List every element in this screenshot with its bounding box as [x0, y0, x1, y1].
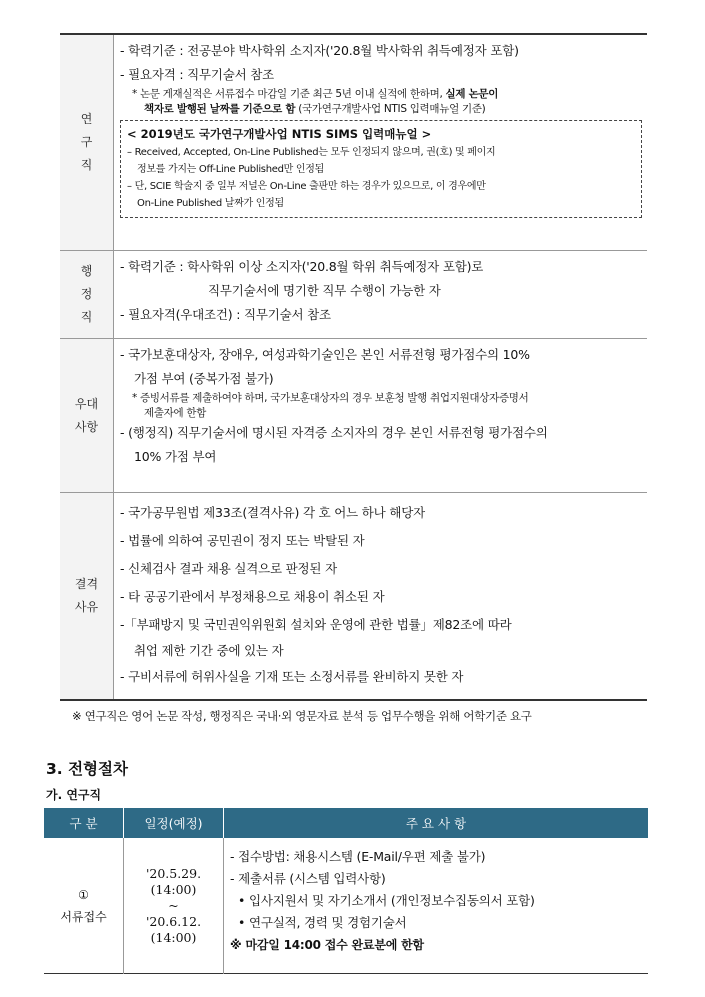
stage-number: ① — [78, 888, 89, 902]
row-admin — [60, 251, 647, 339]
requirements-table — [60, 33, 647, 701]
research-qualification: - 필요자격 : 직무기술서 참조 — [120, 67, 275, 82]
header-schedule: 일정(예정) — [124, 808, 224, 838]
row-body-disqualification: - 국가공무원법 제33조(결격사유) 각 호 어느 하나 해당자 - 법률에 의하여 공민권이 정지 또는 박탈된 자 - 신체검사 결과 채용 실격으로 판정된 자 - 타 공공기관에서 부정채용으로 채용이 취소된 자 -「부패방지 및 국민권익위원회 설치와 운영에 관한 법률」제82조에 따라 취업 제한 기간 중에 있는 자 - 구비서류에 허위사실을 기재 또는 소정서류를 완비하지 못한 자 — [120, 505, 512, 684]
row-preference — [60, 339, 647, 493]
procedure-table — [44, 808, 648, 974]
row-research — [60, 35, 647, 251]
language-requirement-footnote: ※ 연구직은 영어 논문 작성, 행정직은 국내·외 영문자료 분석 등 업무수행을 위해 어학기준 요구 — [72, 709, 532, 723]
research-paper-note: * 논문 게재실적은 서류접수 마감일 기준 최근 5년 이내 실적에 한하며, 실제 논문이 책자로 발행된 날짜를 기준으로 함 (국가연구개발사업 NTIS 입력매뉴얼 기준) — [132, 88, 499, 115]
row-head-research: 연 구 직 — [60, 35, 114, 250]
row-disqualification — [60, 493, 647, 699]
details-cell: - 접수방법: 채용시스템 (E-Mail/우편 제출 불가) - 제출서류 (시스템 입력사항) • 입사지원서 및 자기소개서 (개인정보수집동의서 포함) • 연구실적, 경력 및 경험기술서 ※ 마감일 14:00 접수 완료분에 한함 — [224, 838, 648, 974]
sub-section-title: 가. 연구직 — [46, 788, 102, 802]
preference-note: * 증빙서류를 제출하여야 하며, 국가보훈대상자의 경우 보훈청 발행 취업지원대상자증명서 제출자에 한함 — [132, 392, 529, 419]
row-body-research — [114, 35, 648, 250]
header-details: 주 요 사 항 — [405, 816, 467, 831]
row-body-admin: - 학력기준 : 학사학위 이상 소지자('20.8월 학위 취득예정자 포함)로 직무기술서에 명기한 직무 수행이 가능한 자 - 필요자격(우대조건) : 직무기술서 참조 — [120, 259, 484, 322]
section-title: 3. 전형절차 — [46, 760, 128, 778]
row-body-preference: - 국가보훈대상자, 장애우, 여성과학기술인은 본인 서류전형 평가점수의 10% 가점 부여 (중복가점 불가) * 증빙서류를 제출하여야 하며, 국가보훈대상자의 경우 보훈청 발행 취업지원대상자증명서 제출자에 한함 - (행정직) 직무기술서에 명시된 자격증 소지자의 경우 본인 서류전형 평가점수의 10% 가점 부여 — [114, 339, 647, 492]
procedure-row — [44, 838, 648, 974]
row-head-preference: 우대 사항 — [60, 339, 114, 492]
header-stage: 구 분 — [44, 808, 124, 838]
ntis-manual-box: < 2019년도 국가연구개발사업 NTIS SIMS 입력매뉴얼 > – Received, Accepted, On-Line Published는 모두 인정되지 않으며, 권(호) 및 페이지 정보를 가지는 Off-Line Published만 인정됨 – 단, SCIE 학술지 중 일부 저널은 On-Line 출판만 하는 경우가 있으므로, 이 경우에만 On-Line Published 날짜가 인정됨 — [120, 120, 642, 218]
research-education: - 학력기준 : 전공분야 박사학위 소지자('20.8월 박사학위 취득예정자 포함) — [120, 43, 519, 58]
stage-name: 서류접수 — [60, 910, 107, 924]
ntis-manual-title: < 2019년도 국가연구개발사업 NTIS SIMS 입력매뉴얼 > — [127, 127, 432, 141]
row-head-admin: 행 정 직 — [60, 251, 114, 338]
row-head-disqualification: 결격 사유 — [60, 493, 114, 699]
deadline-note: ※ 마감일 14:00 접수 완료분에 한함 — [230, 938, 424, 952]
stage-cell — [44, 838, 124, 974]
schedule-cell: '20.5.29. (14:00) ~ '20.6.12. (14:00) — [124, 838, 224, 974]
procedure-header — [44, 808, 648, 838]
